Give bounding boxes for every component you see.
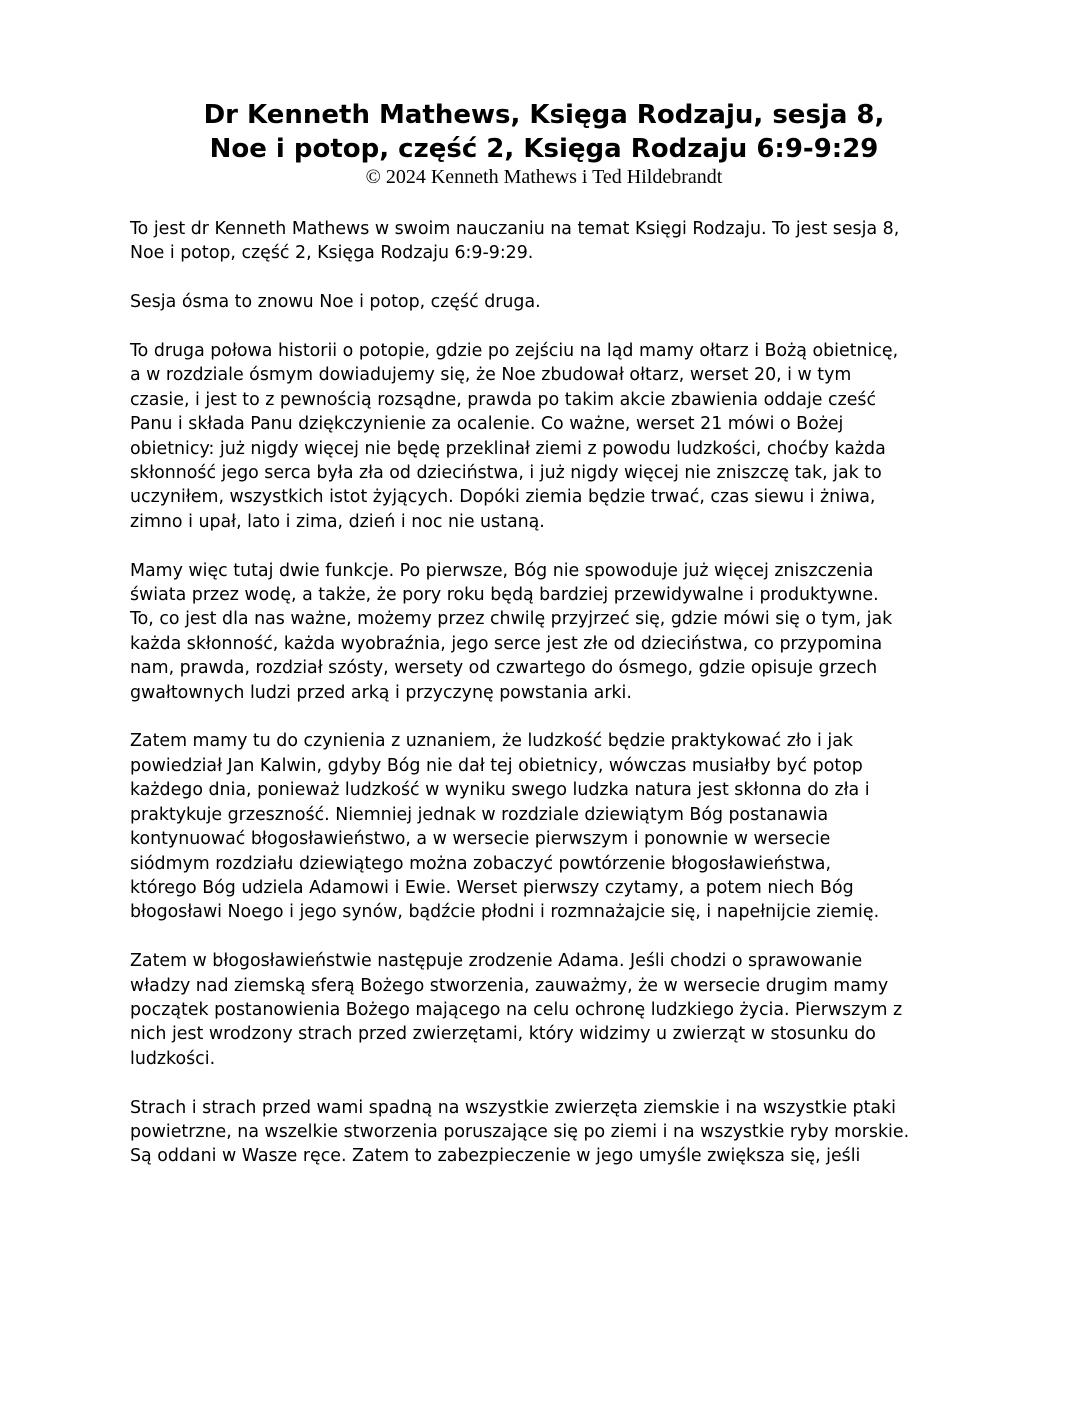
- paragraph-line: Panu i składa Panu dziękczynienie za ocalenie. Co ważne, werset 21 mówi o Bożej: [130, 414, 844, 435]
- paragraph-line: czasie, i jest to z pewnością rozsądne, prawda po takim akcie zbawienia oddaje cześć: [130, 389, 877, 410]
- body-paragraph: [130, 339, 970, 534]
- paragraph-line: To, co jest dla nas ważne, możemy przez chwilę przyjrzeć się, gdzie mówi się o tym, jak: [130, 609, 893, 630]
- document-body: [130, 217, 970, 1193]
- body-paragraph: [130, 217, 970, 266]
- body-paragraph: [130, 949, 970, 1071]
- paragraph-line: świata przez wodę, a także, że pory roku będą bardziej przewidywalne i produktywne.: [130, 585, 879, 606]
- paragraph-line: Zatem w błogosławieństwie następuje zrodzenie Adama. Jeśli chodzi o sprawowanie: [130, 951, 863, 972]
- paragraph-line: Sesja ósma to znowu Noe i potop, część druga.: [130, 292, 541, 313]
- paragraph-line: błogosławi Noego i jego synów, bądźcie płodni i rozmnażajcie się, i napełnijcie ziemię.: [130, 902, 880, 923]
- paragraph-line: którego Bóg udziela Adamowi i Ewie. Werset pierwszy czytamy, a potem niech Bóg: [130, 877, 854, 898]
- paragraph-line: Zatem mamy tu do czynienia z uznaniem, że ludzkość będzie praktykować zło i jak: [130, 731, 853, 752]
- paragraph-line: początek postanowienia Bożego mającego na celu ochronę ludzkiego życia. Pierwszym z: [130, 999, 903, 1020]
- paragraph-line: uczyniłem, wszystkich istot żyjących. Dopóki ziemia będzie trwać, czas siewu i żniwa,: [130, 487, 876, 508]
- paragraph-line: Strach i strach przed wami spadną na wszystkie zwierzęta ziemskie i na wszystkie ptaki: [130, 1097, 896, 1118]
- paragraph-line: gwałtownych ludzi przed arką i przyczynę powstania arki.: [130, 682, 632, 703]
- paragraph-line: praktykuje grzeszność. Niemniej jednak w rozdziale dziewiątym Bóg postanawia: [130, 804, 829, 825]
- paragraph-line: obietnicy: już nigdy więcej nie będę przeklinał ziemi z powodu ludzkości, choćby każda: [130, 438, 886, 459]
- paragraph-line: To jest dr Kenneth Mathews w swoim nauczaniu na temat Księgi Rodzaju. To jest sesja 8,: [130, 219, 900, 239]
- paragraph-line: każda skłonność, każda wyobraźnia, jego serce jest złe od dzieciństwa, co przypomina: [130, 633, 883, 654]
- paragraph-line: To druga połowa historii o potopie, gdzie po zejściu na ląd mamy ołtarz i Bożą obietnicę,: [130, 341, 899, 361]
- copyright-notice: © 2024 Kenneth Mathews i Ted Hildebrandt: [365, 166, 723, 188]
- body-paragraph: [130, 559, 970, 705]
- title-block: [0, 98, 1088, 188]
- paragraph-line: zimno i upał, lato i zima, dzień i noc nie ustaną.: [130, 511, 545, 532]
- paragraph-line: ludzkości.: [130, 1048, 216, 1069]
- document-title-line-2: Noe i potop, część 2, Księga Rodzaju 6:9-9:29: [209, 134, 879, 164]
- paragraph-line: Mamy więc tutaj dwie funkcje. Po pierwsze, Bóg nie spowoduje już więcej zniszczenia: [130, 560, 874, 581]
- paragraph-line: kontynuować błogosławieństwo, a w wersecie pierwszym i ponownie w wersecie: [130, 829, 831, 850]
- paragraph-line: a w rozdziale ósmym dowiadujemy się, że Noe zbudował ołtarz, werset 20, i w tym: [130, 365, 852, 386]
- paragraph-line: nam, prawda, rozdział szósty, wersety od czwartego do ósmego, gdzie opisuje grzech: [130, 658, 878, 679]
- paragraph-line: każdego dnia, ponieważ ludzkość w wyniku swego ludzka natura jest skłonna do zła i: [130, 780, 870, 801]
- paragraph-line: władzy nad ziemską sferą Bożego stworzenia, zauważmy, że w wersecie drugim mamy: [130, 975, 889, 996]
- paragraph-line: Noe i potop, część 2, Księga Rodzaju 6:9-9:29.: [130, 243, 534, 264]
- paragraph-line: siódmym rozdziału dziewiątego można zobaczyć powtórzenie błogosławieństwa,: [130, 853, 831, 874]
- paragraph-line: nich jest wrodzony strach przed zwierzętami, który widzimy u zwierząt w stosunku do: [130, 1024, 876, 1045]
- document-title-line-1: Dr Kenneth Mathews, Księga Rodzaju, sesja 8,: [203, 100, 885, 130]
- paragraph-line: Są oddani w Wasze ręce. Zatem to zabezpieczenie w jego umyśle zwiększa się, jeśli: [130, 1146, 861, 1167]
- body-paragraph: [130, 729, 970, 924]
- paragraph-line: skłonność jego serca była zła od dzieciństwa, i już nigdy więcej nie zniszczę tak, jak to: [130, 463, 882, 484]
- paragraph-line: powietrzne, na wszelkie stworzenia poruszające się po ziemi i na wszystkie ryby morskie.: [130, 1121, 910, 1142]
- paragraph-line: powiedział Jan Kalwin, gdyby Bóg nie dał tej obietnicy, wówczas musiałby być potop: [130, 755, 863, 776]
- body-paragraph: [130, 290, 970, 314]
- body-paragraph: [130, 1096, 970, 1169]
